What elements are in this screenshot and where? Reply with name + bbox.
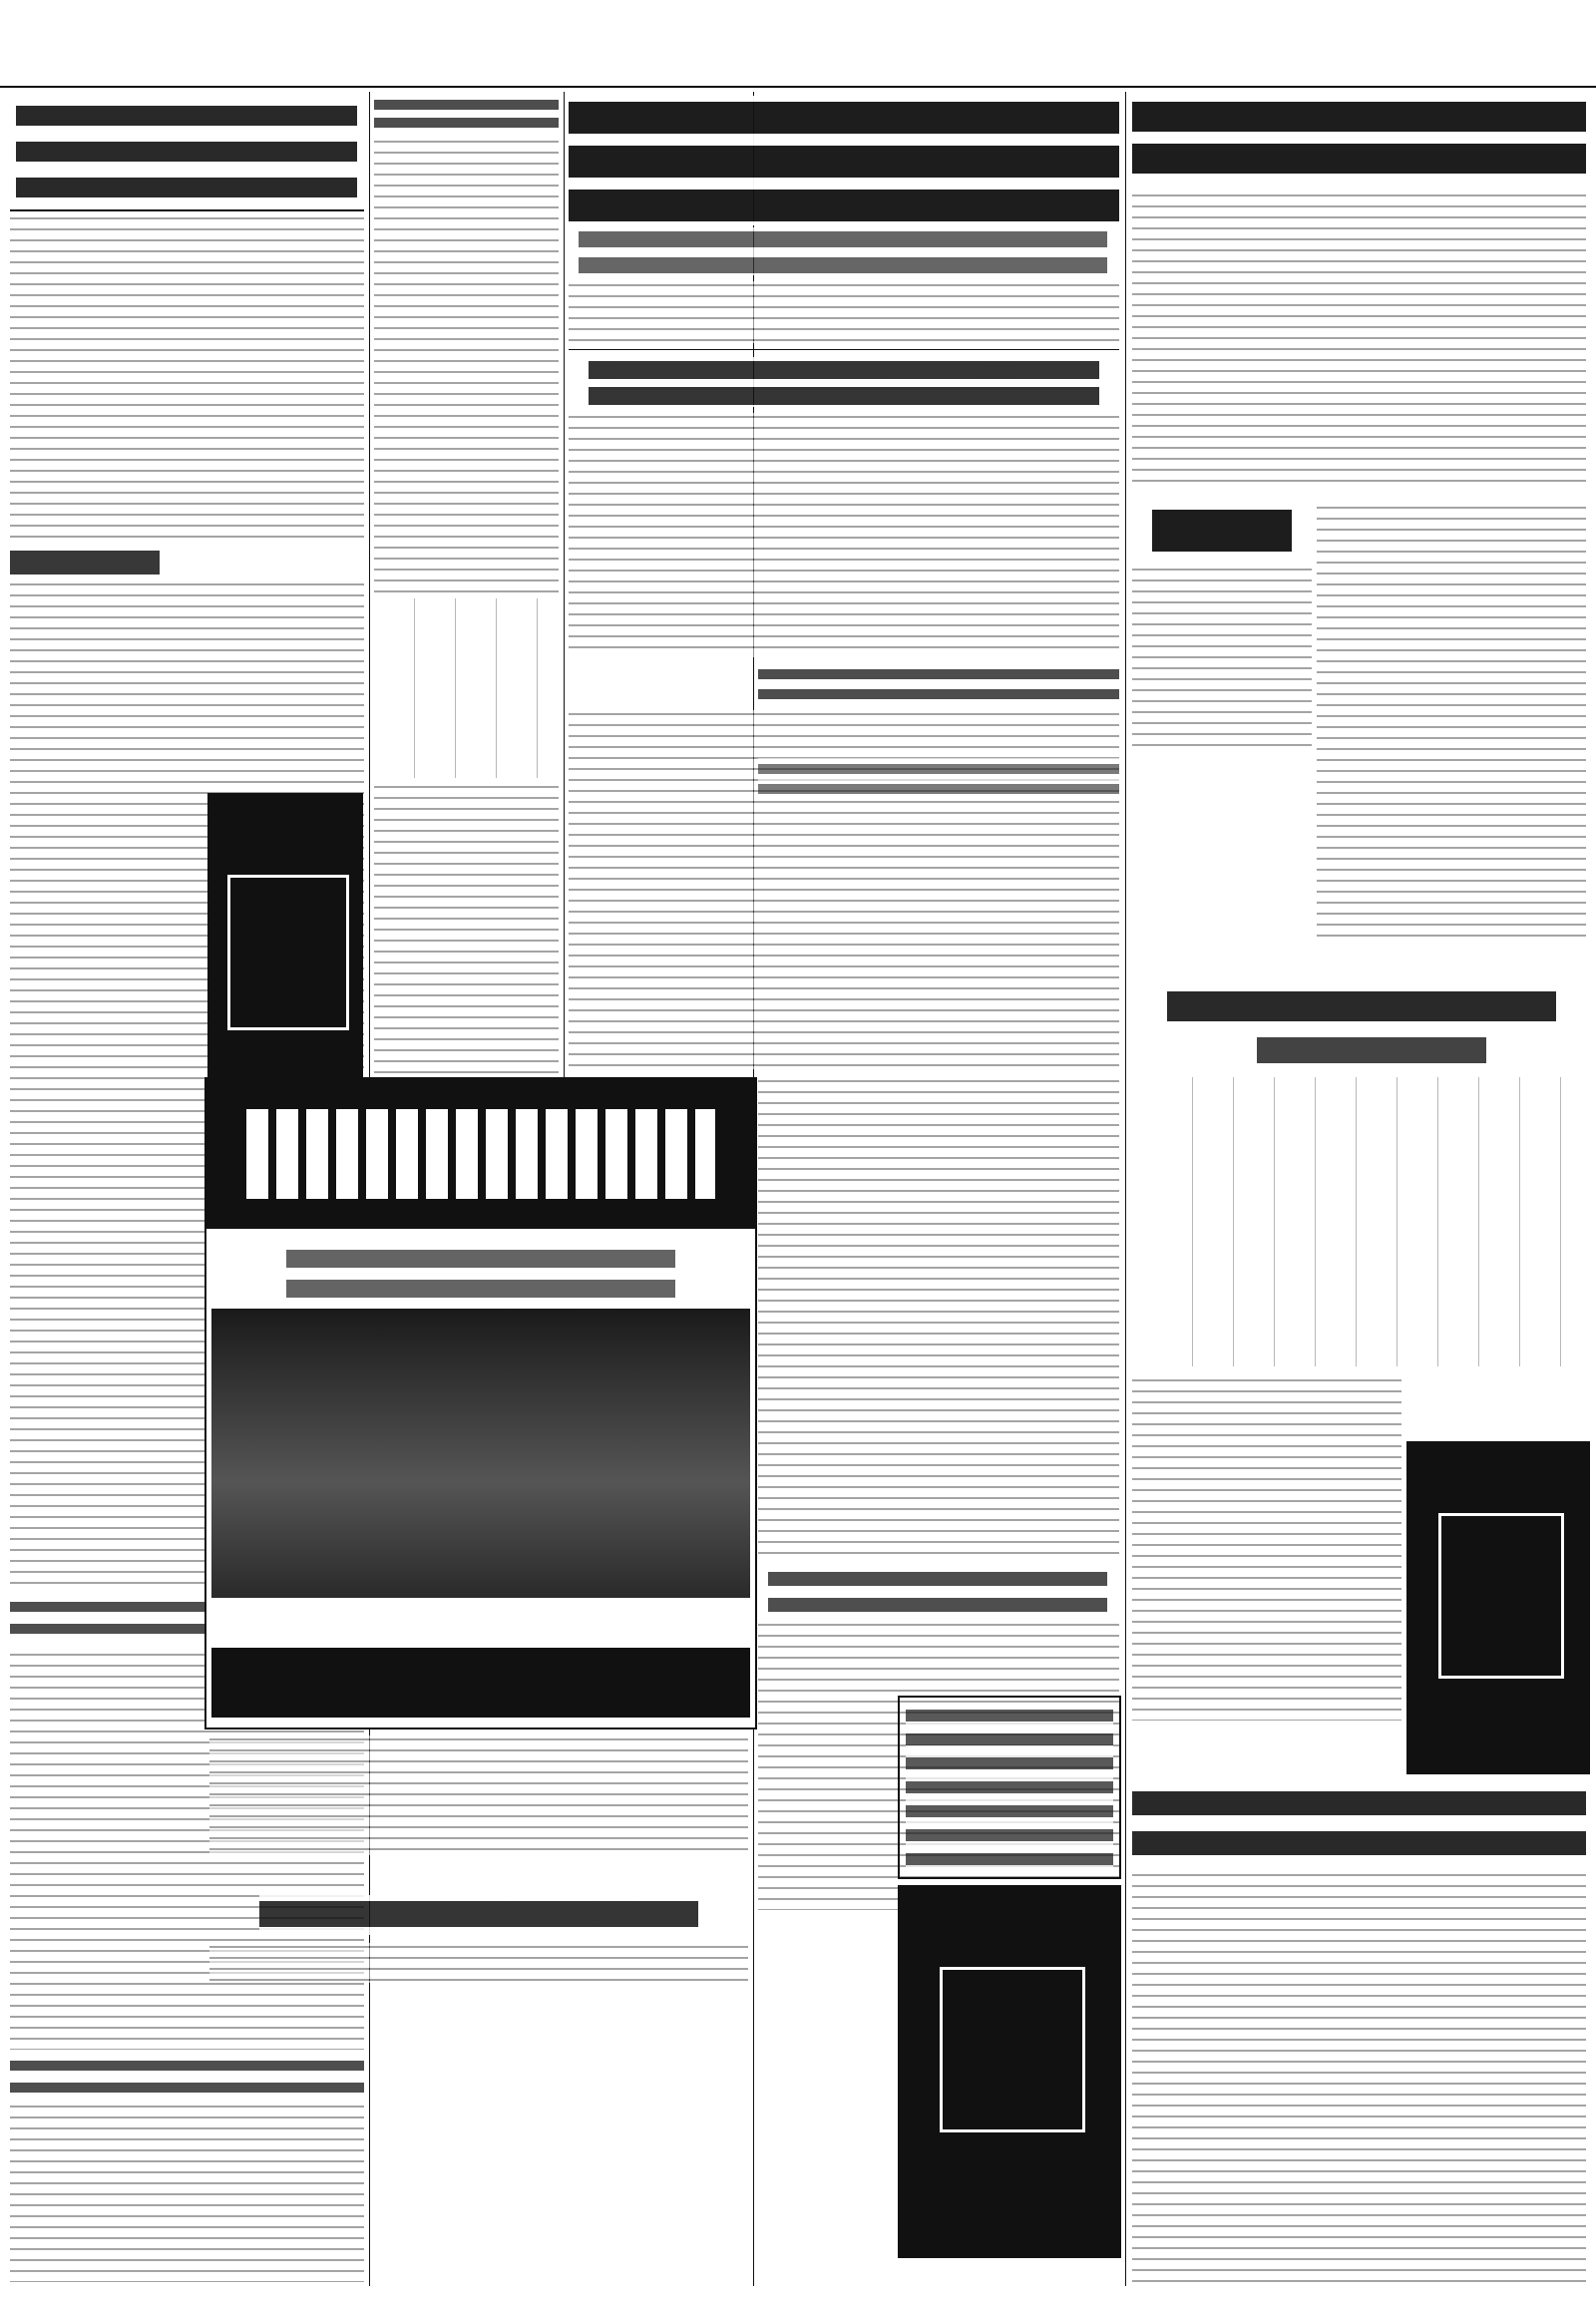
col2-heading <box>374 96 559 132</box>
advert-right <box>1406 1441 1590 1774</box>
right-notices-body <box>1317 504 1586 938</box>
right-bottom-heading <box>1132 1785 1586 1865</box>
stock-exchange-table <box>1152 1077 1586 1366</box>
left-bottom-body <box>10 2103 364 2282</box>
advert-center-bottom <box>898 1885 1121 2258</box>
col2-figures-table <box>374 598 559 778</box>
left-headline-box <box>10 92 364 211</box>
lottery-advert-building-photo <box>211 1309 750 1598</box>
lottery-advert-footer-banner <box>211 1648 750 1718</box>
lottery-advert <box>204 1077 757 1729</box>
letters-heading <box>1152 504 1292 559</box>
right-article-body <box>1132 192 1586 491</box>
col3-headline-2 <box>589 357 1099 407</box>
col3-lower-heading <box>758 758 1119 794</box>
col3-bottom-heading <box>768 1566 1107 1616</box>
col-rule-4 <box>1125 92 1126 2286</box>
letters-box <box>1132 504 1312 753</box>
advert-right-logo <box>1438 1513 1564 1679</box>
left-headline-text <box>16 98 357 201</box>
advert-center-small <box>898 1696 1121 1879</box>
right-headline <box>1132 96 1586 186</box>
main-subheadline <box>579 227 1107 275</box>
col3-middle-heading <box>758 663 1119 703</box>
col2-body <box>374 138 559 596</box>
letters-body <box>1132 566 1312 753</box>
lottery-advert-slogan <box>259 1895 698 1935</box>
main-headline-box <box>569 96 1119 225</box>
stock-exchange-heading <box>1257 1037 1486 1063</box>
main-headline-text <box>569 96 1119 225</box>
col3-article-2-body <box>569 413 1119 657</box>
col2-body-2 <box>374 783 559 1082</box>
advert-center-small-text <box>906 1704 1113 1871</box>
economic-life-heading <box>1167 987 1556 1027</box>
lottery-advert-caption <box>209 1735 748 1855</box>
col3-lower-body <box>758 1077 1119 1556</box>
main-divider <box>569 349 1119 350</box>
top-rule <box>0 86 1596 88</box>
lottery-advert-office-text <box>286 1244 675 1304</box>
main-article-body <box>569 281 1119 343</box>
advert-left-logo <box>227 875 349 1030</box>
advert-center-bottom-logo <box>940 1967 1085 2132</box>
right-bottom-body <box>1132 1871 1586 2290</box>
lottery-advert-footnote <box>209 1943 748 1983</box>
left-article-body <box>10 214 364 544</box>
economic-life-body <box>1132 1376 1401 1721</box>
lottery-advert-title <box>246 1109 715 1199</box>
left-bottom-heading <box>10 2055 364 2095</box>
left-article-2-heading <box>10 551 160 575</box>
